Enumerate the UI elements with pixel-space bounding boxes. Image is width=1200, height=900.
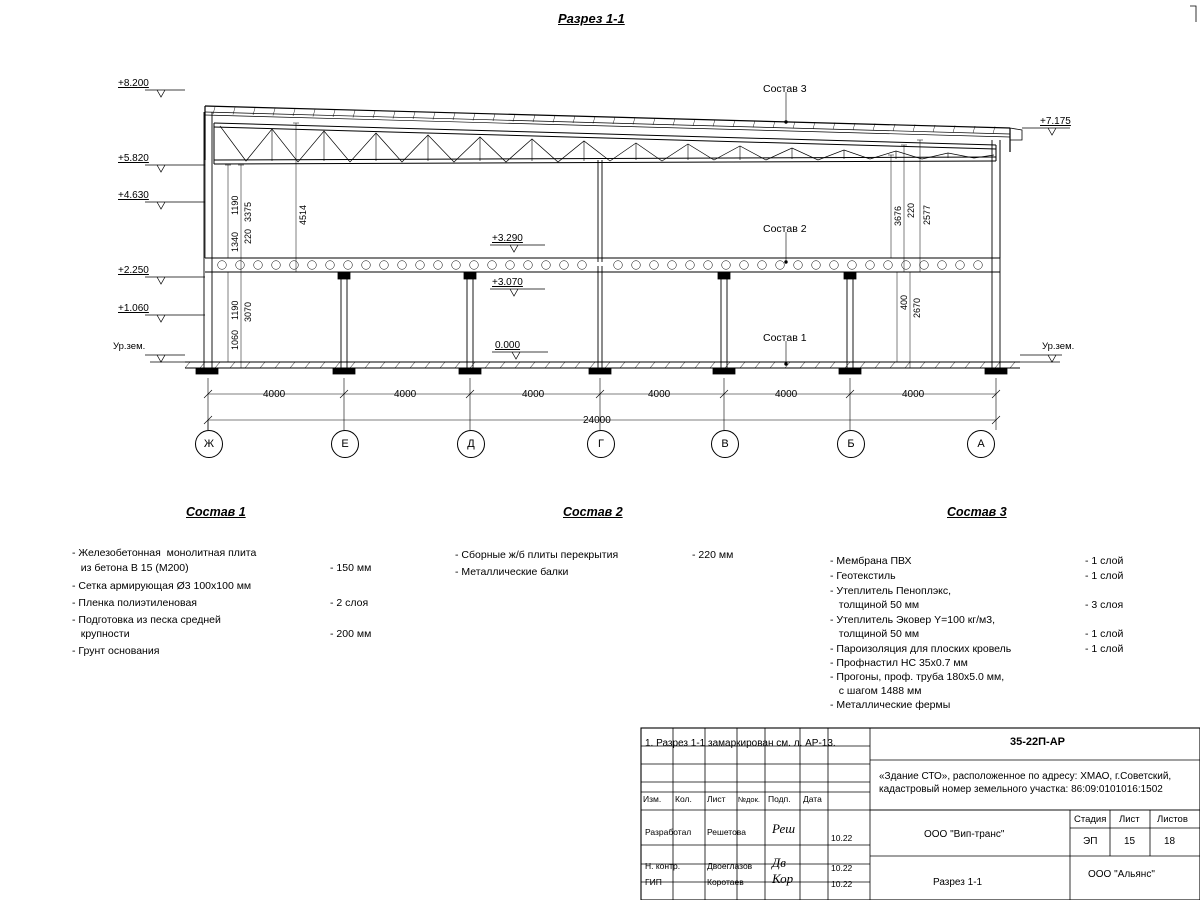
elevation-mark: +5.820 [118,153,149,164]
spec-value: - 2 слоя [330,597,369,609]
spec-line: - Пленка полиэтиленовая [72,597,197,609]
sheet-value: 15 [1124,836,1136,847]
spec-line: толщиной 50 мм [830,599,920,611]
col-header-podp: Подп. [768,794,791,804]
stamp-role: Н. контр. [645,861,681,871]
section-title: Разрез 1-1 [558,11,625,26]
axis-mark-g: Г [587,430,615,458]
axis-mark-zh: Ж [195,430,223,458]
stamp-role: Разработал [645,827,692,837]
spec-value: - 1 слой [1085,570,1124,582]
spec-title-1: Состав 1 [186,505,246,519]
col-header-data: Дата [803,794,822,804]
spec-line: - Геотекстиль [830,570,896,582]
axis-mark-e: Е [331,430,359,458]
elevation-mark: +1.060 [118,303,149,314]
elevation-mark: 0.000 [495,340,521,351]
spec-line: - Железобетонная монолитная плита [72,547,257,559]
stamp-role: ГИП [645,877,662,887]
span-dimension: 4000 [522,389,545,400]
total-dimension: 24000 [583,415,611,426]
elevation-mark: +3.290 [492,233,523,244]
span-dimension: 4000 [394,389,417,400]
sheet-label: Лист [1119,814,1140,825]
object-description-line2: кадастровый номер земельного участка: 86:09:0101016:1502 [879,784,1163,795]
spec-line: из бетона В 15 (М200) [72,562,189,574]
object-description-line1: «Здание СТО», расположенное по адресу: ХМАО, г.Советский, [879,771,1172,782]
col-header-izm: Изм. [643,794,662,804]
contractor-name: ООО "Альянс" [1088,869,1155,880]
stamp-date: 10.22 [831,879,853,889]
vertical-dimension: 1340 [230,231,240,252]
spec-title-2: Состав 2 [563,505,623,519]
spec-line: толщиной 50 мм [830,628,920,640]
spec-value: - 1 слой [1085,628,1124,640]
callout-sostav-2: Состав 2 [763,223,807,235]
vertical-dimension: 220 [906,202,916,218]
spec-line: - Сборные ж/б плиты перекрытия [455,549,619,561]
spec-line: - Профнастил НС 35х0.7 мм [830,657,968,669]
elevation-mark: +8.200 [118,78,149,89]
span-dimension: 4000 [775,389,798,400]
spec-line: - Прогоны, проф. труба 180х5.0 мм, [830,671,1005,683]
sheets-label: Листов [1157,814,1188,825]
spec-line: - Металлические балки [455,566,569,578]
spec-line: крупности [72,628,130,640]
stamp-signature: Реш [772,821,796,836]
stage-value: ЭП [1083,836,1098,847]
vertical-dimension: 3070 [243,301,253,322]
sheet-title: Разрез 1-1 [933,877,983,888]
vertical-dimension: 3676 [893,205,903,226]
spec-line: с шагом 1488 мм [830,685,922,697]
elevation-mark: +2.250 [118,265,149,276]
spec-value: - 3 слоя [1085,599,1124,611]
callout-sostav-3: Состав 3 [763,83,807,95]
span-dimension: 4000 [902,389,925,400]
stamp-date: 10.22 [831,863,853,873]
spec-line: - Металлические фермы [830,699,951,711]
spec-value: - 200 мм [330,628,372,640]
callout-sostav-1: Состав 1 [763,332,807,344]
vertical-dimension: 2670 [912,297,922,318]
vertical-dimension: 1190 [230,300,240,320]
vertical-dimension: 1060 [230,329,240,350]
company-name: ООО "Вип-транс" [924,829,1005,840]
spec-value: - 1 слой [1085,555,1124,567]
stamp-name: Двоеглазов [707,861,753,871]
drawing-note: 1. Разрез 1-1 замаркирован см. л. АР-13. [645,738,836,749]
elevation-mark: +4.630 [118,190,149,201]
spec-title-3: Состав 3 [947,505,1007,519]
spec-line: - Сетка армирующая Ø3 100х100 мм [72,580,252,592]
elevation-mark: +3.070 [492,277,523,288]
spec-line: - Подготовка из песка средней [72,614,221,626]
vertical-dimension: 2577 [922,204,932,225]
stamp-date: 10.22 [831,833,853,843]
col-header-ndok: №док. [738,795,760,804]
axis-mark-a: А [967,430,995,458]
spec-line: - Грунт основания [72,645,160,657]
ground-level-label-left: Ур.зем. [113,341,146,352]
vertical-dimension: 220 [243,228,253,244]
col-header-list: Лист [707,794,726,804]
stage-label: Стадия [1074,814,1107,825]
sheets-value: 18 [1164,836,1176,847]
span-dimension: 4000 [648,389,671,400]
axis-mark-v: В [711,430,739,458]
axis-mark-b: Б [837,430,865,458]
vertical-dimension: 1190 [230,195,240,215]
vertical-dimension: 3375 [243,201,253,222]
elevation-mark: +7.175 [1040,116,1071,127]
vertical-dimension: 400 [899,294,909,310]
stamp-signature: Дв [772,855,786,870]
vertical-dimension: 4514 [298,204,308,225]
spec-value: - 220 мм [692,549,734,561]
axis-mark-d: Д [457,430,485,458]
spec-value: - 150 мм [330,562,372,574]
stamp-name: Коротаев [707,877,744,887]
stamp-name: Решетова [707,827,746,837]
stamp-signature: Кор [772,871,794,886]
col-header-kol: Кол. [675,794,692,804]
spec-value: - 1 слой [1085,643,1124,655]
project-code: 35-22П-АР [1010,736,1065,748]
spec-line: - Пароизоляция для плоских кровель [830,643,1012,655]
spec-line: - Утеплитель Эковер Y=100 кг/м3, [830,614,996,626]
span-dimension: 4000 [263,389,286,400]
spec-line: - Утеплитель Пеноплэкс, [830,585,952,597]
ground-level-label-right: Ур.зем. [1042,341,1075,352]
spec-line: - Мембрана ПВХ [830,555,912,567]
